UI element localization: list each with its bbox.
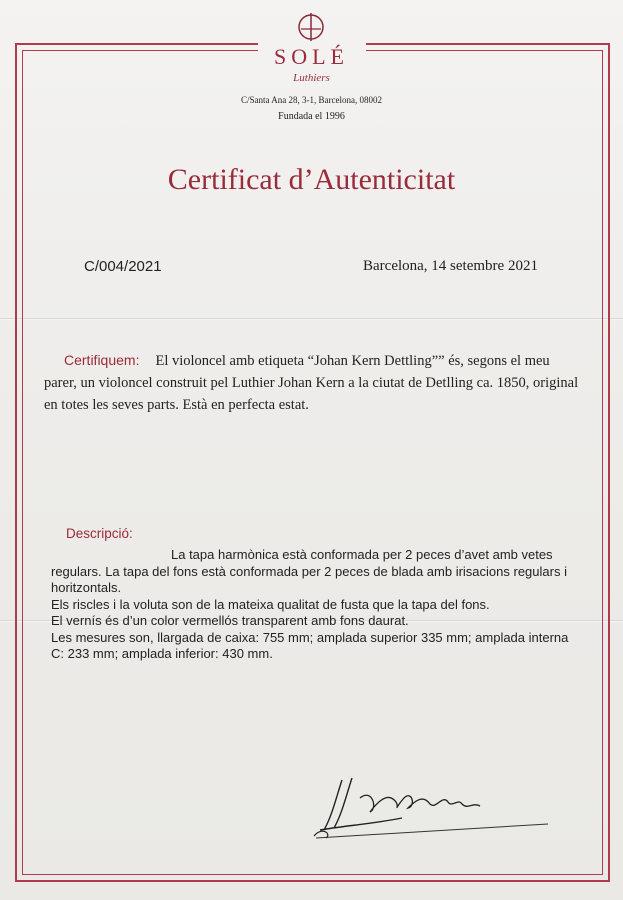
description-paragraph: Els riscles i la voluta son de la mateixa qualitat de fusta que la tapa del fons. xyxy=(51,596,490,612)
description-label: Descripció: xyxy=(66,526,133,541)
compass-cross-icon xyxy=(296,12,326,42)
reference-number: C/004/2021 xyxy=(84,258,162,275)
certification-label: Certifiquem: xyxy=(64,352,140,368)
description-paragraph: Les mesures son, llargada de caixa: 755 mm; amplada superior 335 mm; amplada interna C: 233 mm; amplada inferior: 430 mm. xyxy=(51,629,569,661)
description-paragraph: La tapa harmònica està conformada per 2 peces d’avet amb vetes regulars. La tapa del fons està conformada per 2 peces de blada amb irisacions regulars i horitzontals. xyxy=(51,547,567,595)
handwritten-signature xyxy=(312,768,552,840)
page-title: Certificat d’Autenticitat xyxy=(167,163,456,196)
certification-text: El violoncel amb etiqueta “Johan Kern Dettling”” és, segons el meu parer, un violoncel construit pel Luthier Johan Kern a la ciutat de Detlling ca. 1850, original en totes les seves parts. Està en perfecta estat. xyxy=(44,353,579,413)
certification-paragraph xyxy=(44,349,579,416)
description-paragraph: El vernís és d’un color vermellós transparent amb fons daurat. xyxy=(51,613,409,628)
brand-address: C/Santa Ana 28, 3-1, Barcelona, 08002 xyxy=(241,95,382,105)
brand-subtitle: Luthiers xyxy=(293,72,330,84)
brand-founded: Fundada el 1996 xyxy=(278,111,345,122)
place-date: Barcelona, 14 setembre 2021 xyxy=(363,258,538,274)
brand-name: SOLÉ xyxy=(274,44,349,69)
description-body xyxy=(51,547,581,663)
